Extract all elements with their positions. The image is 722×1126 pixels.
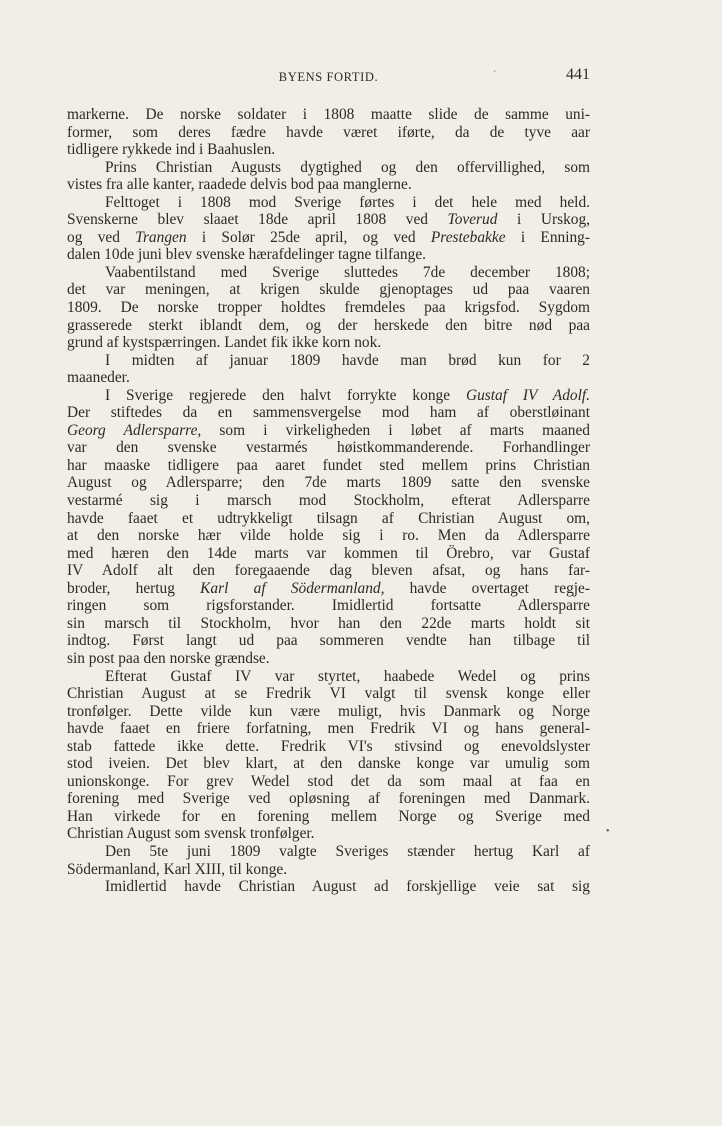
text-line: havde faaet et udtrykkeligt tilsagn af Christian August om, <box>67 509 590 527</box>
text-line: former, som deres fædre havde været iførte, da de tyve aar <box>67 123 590 141</box>
text-line: August og Adlersparre; den 7de marts 1809 satte den svenske <box>67 474 590 492</box>
text-line: vistes fra alle kanter, raadede delvis bod paa manglerne. <box>67 176 412 194</box>
text-line: I midten af januar 1809 havde man brød kun for 2 <box>105 351 590 369</box>
text-line: Den 5te juni 1809 valgte Sveriges stænder hertug Karl af <box>105 842 590 860</box>
page-number: 441 <box>566 66 590 83</box>
text-line: grund af kystspærringen. Landet fik ikke korn nok. <box>67 334 382 352</box>
text-line: det var meningen, at krigen skulde gjenoptages ud paa vaaren <box>67 281 590 299</box>
text-line: vestarmé sig i marsch mod Stockholm, efterat Adlersparre <box>67 492 590 510</box>
text-line: Svenskerne blev slaaet 18de april 1808 ved Toverud i Urskog, <box>67 211 590 229</box>
text-line: maaneder. <box>67 369 130 387</box>
text-line: ringen som rigsforstander. Imidlertid fortsatte Adlersparre <box>67 597 590 615</box>
text-line: var den svenske vestarmés høistkommanderende. Forhandlinger <box>67 439 590 457</box>
text-line: Georg Adlersparre, som i virkeligheden i løbet af marts maaned <box>67 421 590 439</box>
text-line: tidligere rykkede ind i Baahuslen. <box>67 141 276 159</box>
text-line: unionskonge. For grev Wedel stod det da som maal at faa en <box>67 772 590 790</box>
text-line: sin marsch til Stockholm, hvor han den 22de marts holdt sit <box>67 614 590 632</box>
text-line: Prins Christian Augusts dygtighed og den offervillighed, som <box>105 158 590 176</box>
text-line: Han virkede for en forening mellem Norge og Sverige med <box>67 807 590 825</box>
text-line: har maaske tidligere paa aaret fundet sted mellem prins Christian <box>67 456 590 474</box>
text-line: Felttoget i 1808 mod Sverige førtes i det hele med held. <box>105 193 590 211</box>
text-line: dalen 10de juni blev svenske hærafdelinger tagne tilfange. <box>67 246 426 264</box>
running-title: BYENS FORTID. <box>278 70 379 84</box>
text-line: IV Adolf alt den foregaaende dag bleven afsat, og hans far- <box>67 562 590 580</box>
text-line: stod iveien. Det blev klart, at den danske konge var umulig som <box>67 755 590 773</box>
body-text <box>67 106 590 896</box>
text-line: grasserede sterkt iblandt dem, og der herskede den bitre nød paa <box>67 316 590 334</box>
text-line: at den norske hær vilde holde sig i ro. Men da Adlersparre <box>67 527 590 545</box>
text-line: Efterat Gustaf IV var styrtet, haabede Wedel og prins <box>105 667 590 685</box>
text-line: indtog. Først langt ud paa sommeren vendte han tilbage til <box>67 632 590 650</box>
text-line: sin post paa den norske grændse. <box>67 649 270 667</box>
text-line: havde faaet en friere forfatning, men Fredrik VI og hans general- <box>67 720 590 738</box>
text-line: Södermanland, Karl XIII, til konge. <box>67 860 288 878</box>
text-line: broder, hertug Karl af Södermanland, havde overtaget regje- <box>67 579 590 597</box>
text-line: forening med Sverige ved opløsning af foreningen med Danmark. <box>67 790 590 808</box>
text-line: Christian August som svensk tronfølger. <box>67 825 315 843</box>
running-header <box>67 66 590 90</box>
speck-mark: ˊ <box>493 70 497 81</box>
text-line: Vaabentilstand med Sverige sluttedes 7de december 1808; <box>105 263 590 281</box>
text-line: med hæren den 14de marts var kommen til Örebro, var Gustaf <box>67 544 590 562</box>
text-line: 1809. De norske tropper holdtes fremdeles paa krigsfod. Sygdom <box>67 299 590 317</box>
text-line: Der stiftedes da en sammensvergelse mod ham af oberstløinant <box>67 404 590 422</box>
text-line: og ved Trangen i Solør 25de april, og ved Prestebakke i Enning- <box>67 228 590 246</box>
text-line: Imidlertid havde Christian August ad forskjellige veie sat sig <box>105 878 590 896</box>
text-line: I Sverige regjerede den halvt forrykte konge Gustaf IV Adolf. <box>105 386 590 404</box>
text-line: markerne. De norske soldater i 1808 maatte slide de samme uni- <box>67 106 590 123</box>
text-line: tronfølger. Dette vilde kun være muligt, hvis Danmark og Norge <box>67 702 590 720</box>
text-line: stab fattede ikke dette. Fredrik VI's stivsind og enevoldslyster <box>67 737 590 755</box>
text-line: Christian August at se Fredrik VI valgt til svensk konge eller <box>67 685 590 703</box>
speck-mark: • <box>606 826 610 837</box>
